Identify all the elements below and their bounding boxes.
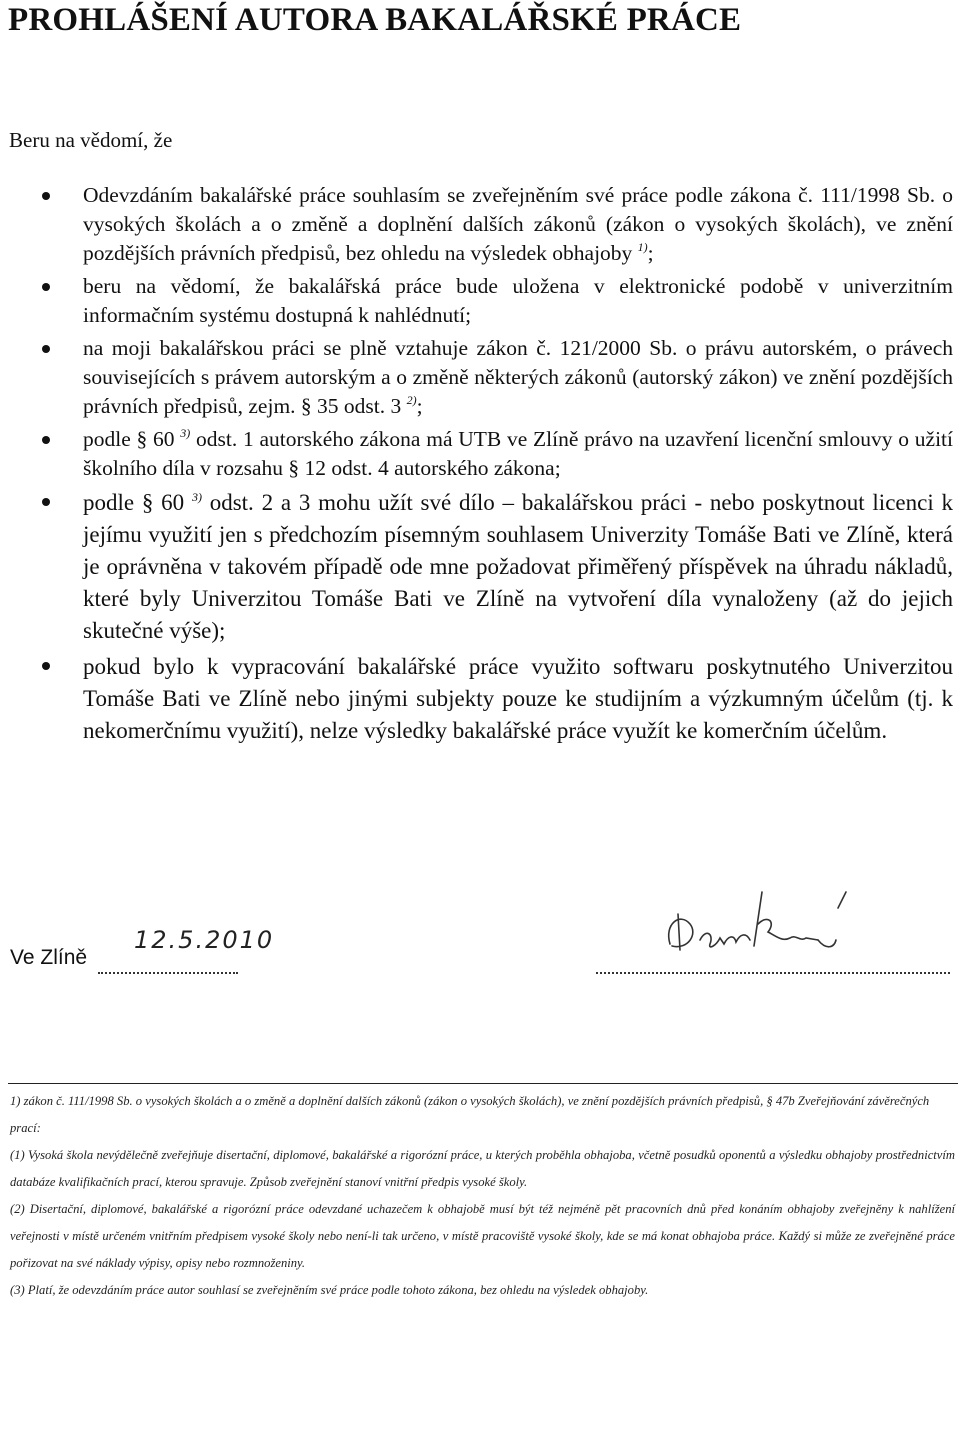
list-item-text: podle § 60 bbox=[83, 490, 192, 515]
bullet-icon bbox=[42, 345, 50, 353]
footnote-text: (2) Disertační, diplomové, bakalářské a rigorózní práce odevzdané uchazečem k obhajobě musí být též nejméně pět pracovních dnů před konáním obhajoby zveřejněny k nahlížení veřejnosti v místě určeném vnitřním předpisem vysoké školy nebo není-li tak určeno, v místě pracoviště vysoké školy, kde se má konat obhajoba práce. Každý si může ze zveřejněné práce pořizovat na své náklady výpisy, opisy nebo rozmnoženiny. bbox=[10, 1202, 955, 1270]
footnote-ref: 3) bbox=[180, 426, 191, 440]
footnote-ref: 2) bbox=[406, 393, 417, 407]
footnotes bbox=[10, 1088, 955, 1304]
footnote-text: 1) zákon č. 111/1998 Sb. o vysokých školách a o změně a doplnění dalších zákonů (zákon o vysokých školách), ve znění pozdějších právních předpisů, § 47b Zveřejňování závěrečných prací: bbox=[10, 1094, 930, 1135]
list-item-text: Odevzdáním bakalářské práce souhlasím se zveřejněním své práce podle zákona č. 111/1998 Sb. o vysokých školách a o změně a doplnění dalších zákonů (zákon o vysokých školách), ve znění pozdějších právních předpisů, bez ohledu na výsledek obhajoby bbox=[83, 183, 953, 265]
footnote-ref: 3) bbox=[191, 490, 202, 504]
list-item-text: na moji bakalářskou práci se plně vztahuje zákon č. 121/2000 Sb. o právu autorském, o právech souvisejících s právem autorským a o změně některých zákonů (autorský zákon) ve znění pozdějších právních předpisů, zejm. § 35 odst. 3 bbox=[83, 336, 953, 418]
signature-image bbox=[650, 884, 860, 964]
signature-row bbox=[10, 926, 950, 984]
handwritten-date: 12.5.2010 bbox=[134, 926, 275, 954]
bullet-icon bbox=[42, 283, 50, 291]
list-item bbox=[0, 334, 953, 421]
list-item-text: odst. 2 a 3 mohu užít své dílo – bakalářskou práci - nebo poskytnout licenci k jejímu využití jen s předchozím písemným souhlasem Univerzity Tomáše Bati ve Zlíně, která je oprávněna v takovém případě ode mne požadovat přiměřený příspěvek na úhradu nákladů, které byly Univerzitou Tomáše Bati ve Zlíně na vytvoření díla vynaloženy (až do jejich skutečné výše); bbox=[83, 490, 953, 643]
footnote-text: (3) Platí, že odevzdáním práce autor souhlasí se zveřejněním své práce podle tohoto zákona, bez ohledu na výsledek obhajoby. bbox=[10, 1283, 649, 1297]
bullet-icon bbox=[42, 662, 50, 670]
list-item bbox=[0, 272, 953, 330]
list-item-text: ; bbox=[647, 241, 654, 265]
footnote-separator bbox=[8, 1083, 958, 1084]
footnote-ref: 1) bbox=[637, 240, 648, 254]
bullet-icon bbox=[42, 192, 50, 200]
list-item bbox=[0, 487, 953, 647]
list-item-text: odst. 1 autorského zákona má UTB ve Zlíně právo na uzavření licenční smlouvy o užití školního díla v rozsahu § 12 odst. 4 autorského zákona; bbox=[83, 427, 953, 480]
footnote-text: (1) Vysoká škola nevýdělečně zveřejňuje disertační, diplomové, bakalářské a rigorózní práce, u kterých proběhla obhajoba, včetně posudků oponentů a výsledku obhajoby prostřednictvím databáze kvalifikačních prací, kterou spravuje. Způsob zveřejnění stanoví vnitřní předpis vysoké školy. bbox=[10, 1148, 955, 1189]
list-item-text: podle § 60 bbox=[83, 427, 181, 451]
list-item bbox=[0, 651, 953, 747]
bullet-icon bbox=[42, 498, 50, 506]
list-item-text: pokud bylo k vypracování bakalářské práce využito softwaru poskytnutého Univerzitou Tomáše Bati ve Zlíně nebo jinými subjekty pouze ke studijním a výzkumným účelům (tj. k nekomerčnímu využití), nelze výsledky bakalářské práce využít ke komerčním účelům. bbox=[83, 654, 953, 743]
list-item bbox=[0, 181, 953, 268]
declaration-list bbox=[0, 181, 953, 751]
list-item-text: ; bbox=[416, 394, 423, 418]
list-item-text: beru na vědomí, že bakalářská práce bude uložena v elektronické podobě v univerzitním informačním systému dostupná k nahlédnutí; bbox=[83, 274, 953, 327]
page-title: PROHLÁŠENÍ AUTORA BAKALÁŘSKÉ PRÁCE bbox=[8, 2, 742, 38]
list-item bbox=[0, 425, 953, 483]
bullet-icon bbox=[42, 436, 50, 444]
place-label: Ve Zlíně bbox=[10, 946, 88, 969]
intro-text: Beru na vědomí, že bbox=[9, 128, 173, 152]
